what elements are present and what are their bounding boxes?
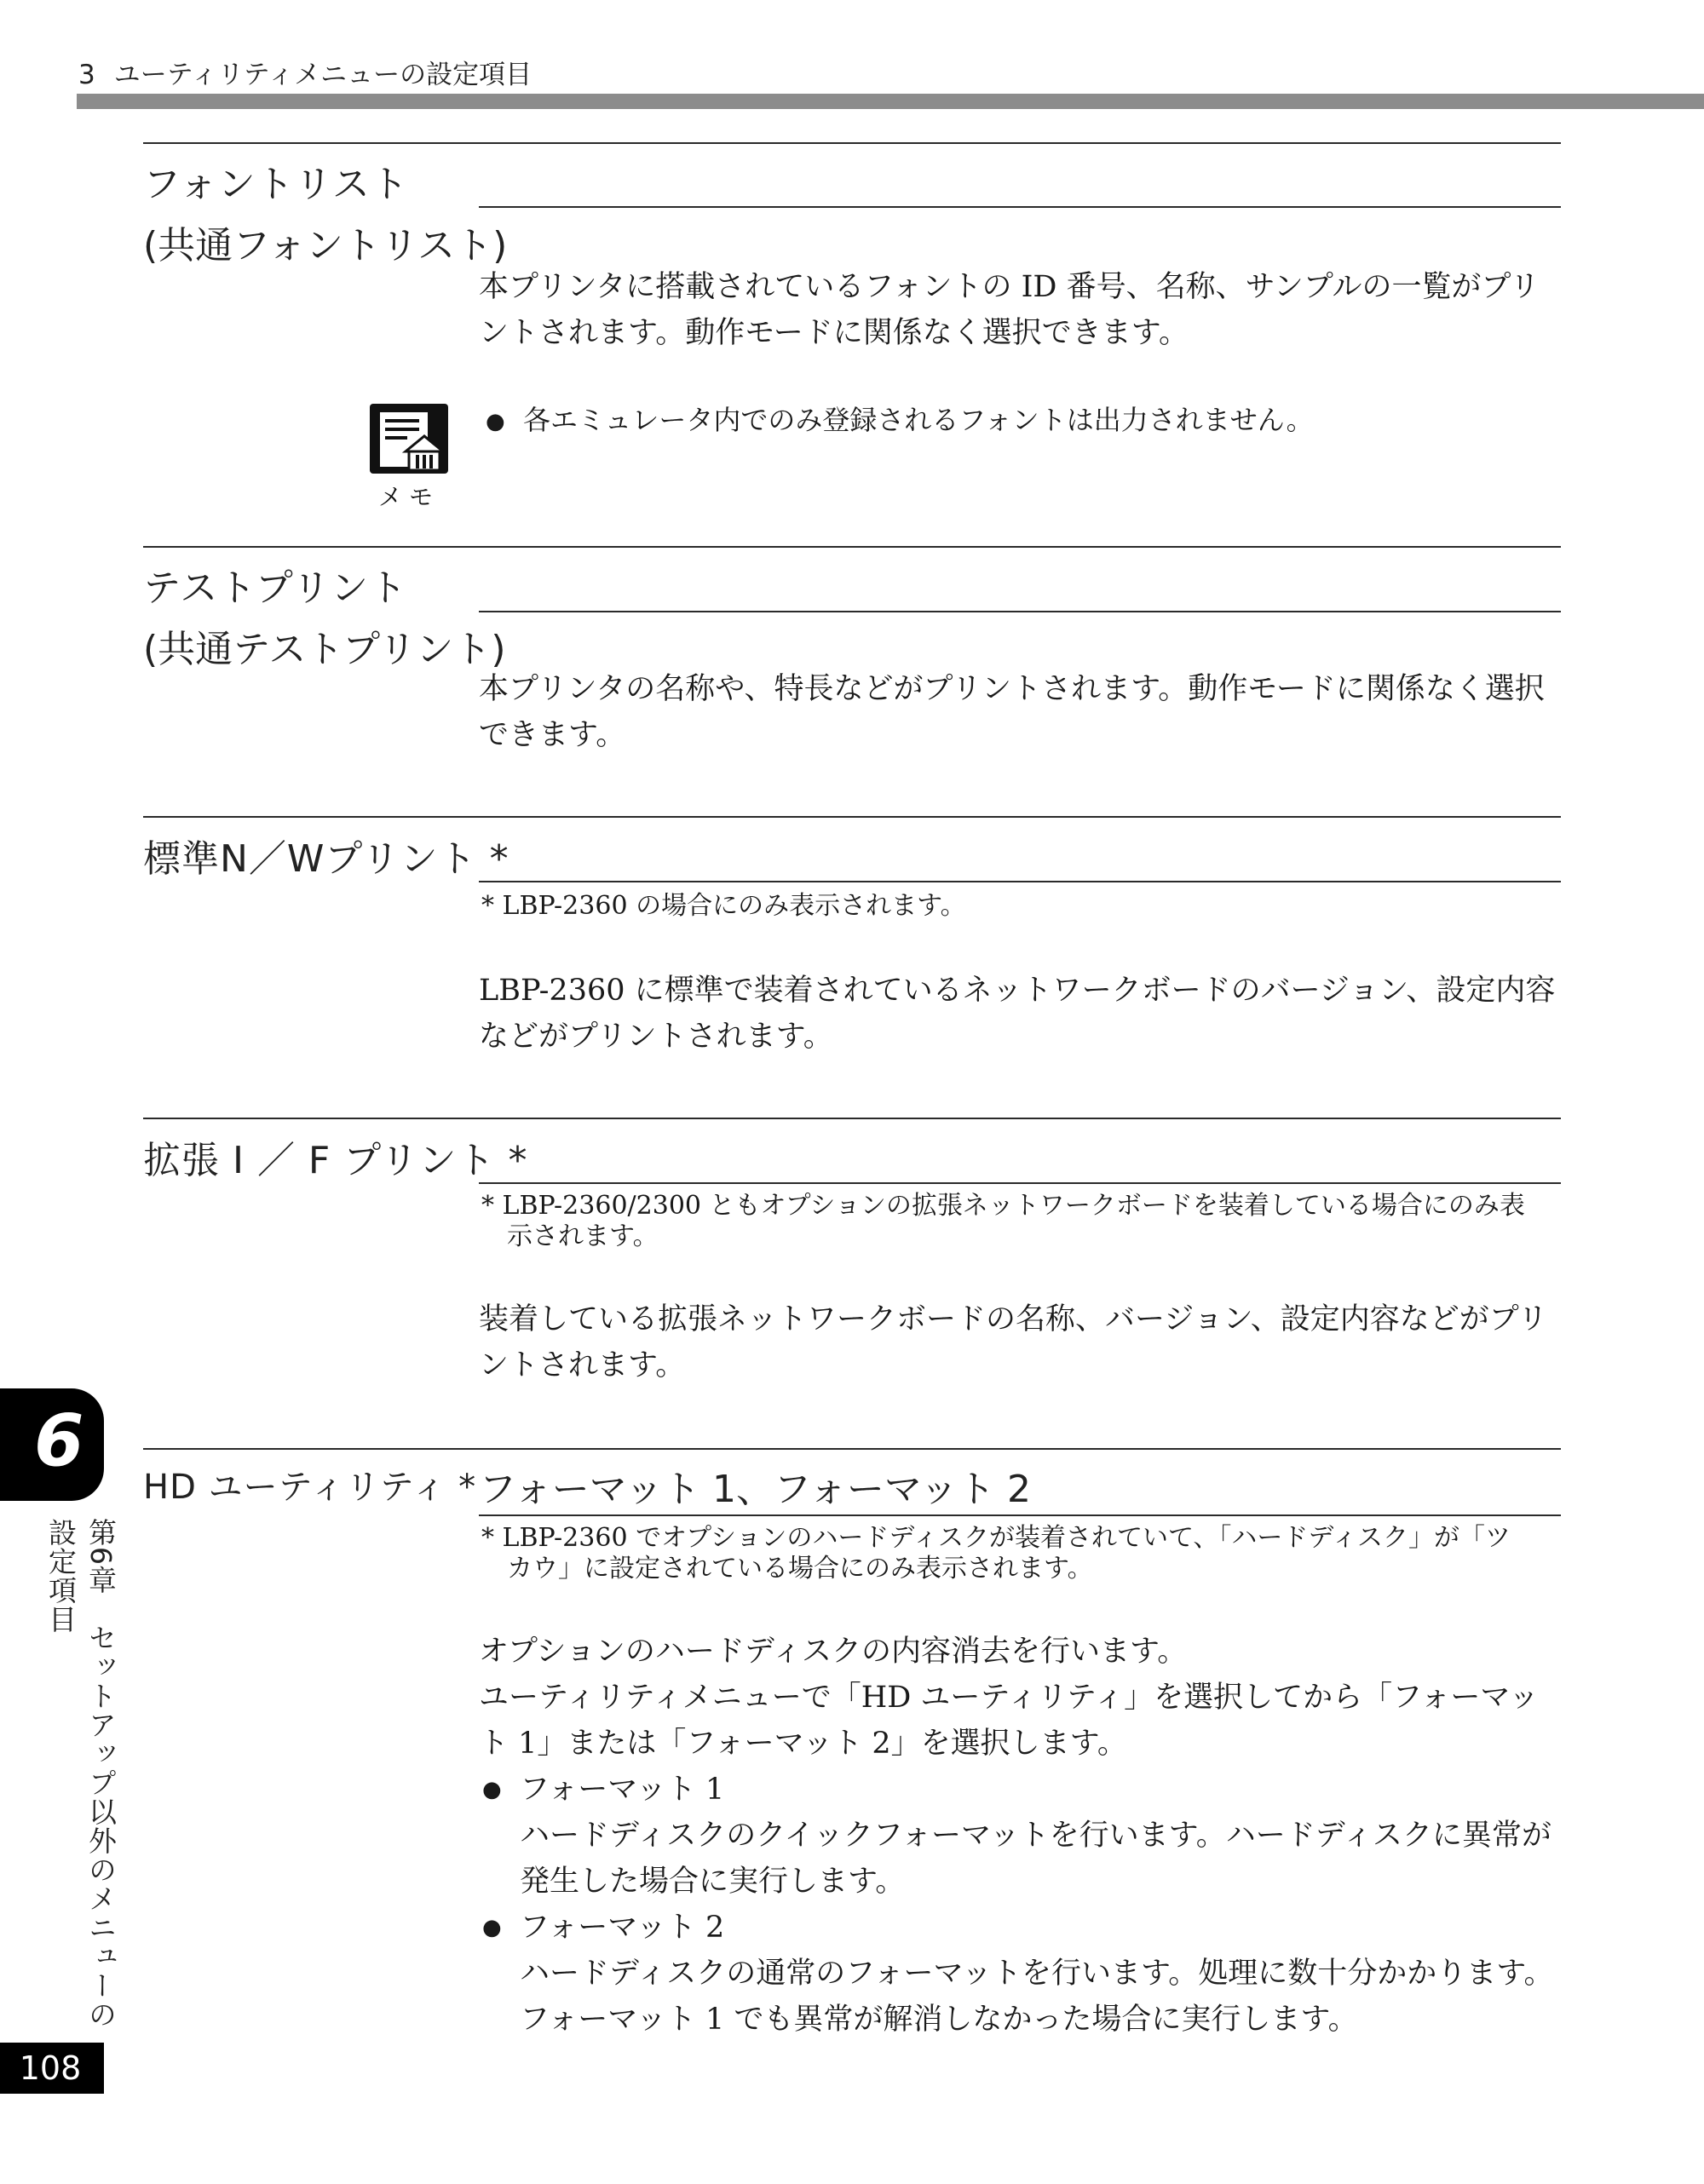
- body-line: ト 1」または「フォーマット 2」を選択します。: [479, 1727, 1127, 1761]
- header-rule: [77, 94, 1704, 109]
- section-subrule: [479, 206, 1561, 208]
- section-body-standard-nw: [479, 968, 1565, 1060]
- section-subheading-font-list: (共通フォントリスト): [143, 224, 508, 267]
- body-line: 本プリンタの名称や、特長などがプリントされます。動作モードに関係なく選択: [479, 672, 1545, 706]
- list-item: [479, 1905, 1565, 1951]
- body-line: オプションのハードディスクの内容消去を行います。: [479, 1635, 1188, 1669]
- memo-bullet-text: ● 各エミュレータ内でのみ登録されるフォントは出力されません。: [482, 404, 1314, 436]
- section-body-test-print: [479, 666, 1565, 758]
- section-heading-test-print: テストプリント: [143, 566, 408, 610]
- body-line: ントされます。: [479, 1348, 686, 1382]
- list-item-line: ハードディスクのクイックフォーマットを行います。ハードディスクに異常が: [520, 1819, 1552, 1853]
- section-divider: [143, 142, 1561, 144]
- note-line: カウ」に設定されている場合にのみ表示されます。: [507, 1554, 1093, 1583]
- list-item-title: フォーマット 2: [520, 1911, 725, 1945]
- body-line: LBP-2360 に標準で装着されているネットワークボードのバージョン、設定内容: [479, 974, 1556, 1008]
- page-number: 108: [19, 2049, 82, 2087]
- list-item: [479, 1767, 1565, 1813]
- body-line: ユーティリティメニューで「HD ユーティリティ」を選択してから「フォーマッ: [479, 1681, 1539, 1715]
- list-item-line: フォーマット 1 でも異常が解消しなかった場合に実行します。: [520, 2003, 1358, 2037]
- section-subrule: [479, 881, 1561, 882]
- note-line: 示されます。: [507, 1221, 659, 1251]
- note-line: * LBP-2360/2300 ともオプションの拡張ネットワークボードを装着している場合にのみ表: [481, 1191, 1525, 1221]
- section-note-ext-if: [481, 1191, 1559, 1252]
- section-divider: [143, 816, 1561, 818]
- body-line: 本プリンタに搭載されているフォントの ID 番号、名称、サンプルの一覧がプリ: [479, 270, 1540, 304]
- running-header: [78, 53, 532, 91]
- body-line: できます。: [479, 718, 626, 752]
- section-subrule: [479, 1182, 1561, 1184]
- section-divider: [143, 1448, 1561, 1450]
- section-heading-standard-nw: 標準N／Wプリント *: [143, 837, 509, 881]
- section-divider: [143, 1118, 1561, 1119]
- list-item-title: フォーマット 1: [520, 1773, 725, 1807]
- chapter-tab-number: 6: [34, 1399, 84, 1482]
- header-title: ユーティリティメニューの設定項目: [113, 60, 532, 90]
- section-heading-ext-if: 拡張 I ／ F プリント *: [143, 1139, 528, 1182]
- section-body-font-list: [479, 264, 1565, 356]
- body-line: 装着している拡張ネットワークボードの名称、バージョン、設定内容などがプリ: [479, 1302, 1548, 1336]
- list-item-line: ハードディスクの通常のフォーマットを行います。処理に数十分かかります。: [520, 1957, 1554, 1991]
- section-note-standard-nw: * LBP-2360 の場合にのみ表示されます。: [481, 891, 966, 921]
- section-heading-font-list: フォントリスト: [143, 163, 409, 206]
- section-note-hd-utility: [481, 1523, 1559, 1584]
- section-heading-hd-utility: HD ユーティリティ *: [143, 1468, 477, 1507]
- chapter-side-title: 第6章 セットアップ以外のメニューの設定項目: [44, 1518, 118, 2029]
- section-body-hd-utility: [479, 1629, 1565, 2043]
- memo-label: メモ: [378, 483, 440, 511]
- section-subrule: [479, 1514, 1561, 1516]
- body-line: ントされます。動作モードに関係なく選択できます。: [479, 316, 1189, 350]
- body-line: などがプリントされます。: [479, 1020, 833, 1054]
- section-subheading-hd-utility: フォーマット 1、フォーマット 2: [479, 1468, 1032, 1511]
- section-body-ext-if: [479, 1296, 1565, 1388]
- section-subrule: [479, 611, 1561, 612]
- memo-bullet: [482, 402, 1314, 438]
- header-chapter-number: 3: [78, 60, 95, 90]
- section-subheading-test-print: (共通テストプリント): [143, 628, 506, 671]
- note-line: * LBP-2360 でオプションのハードディスクが装着されていて、「ハードディスク」が「ツ: [481, 1523, 1511, 1553]
- list-item-line: 発生した場合に実行します。: [520, 1865, 906, 1899]
- section-divider: [143, 546, 1561, 548]
